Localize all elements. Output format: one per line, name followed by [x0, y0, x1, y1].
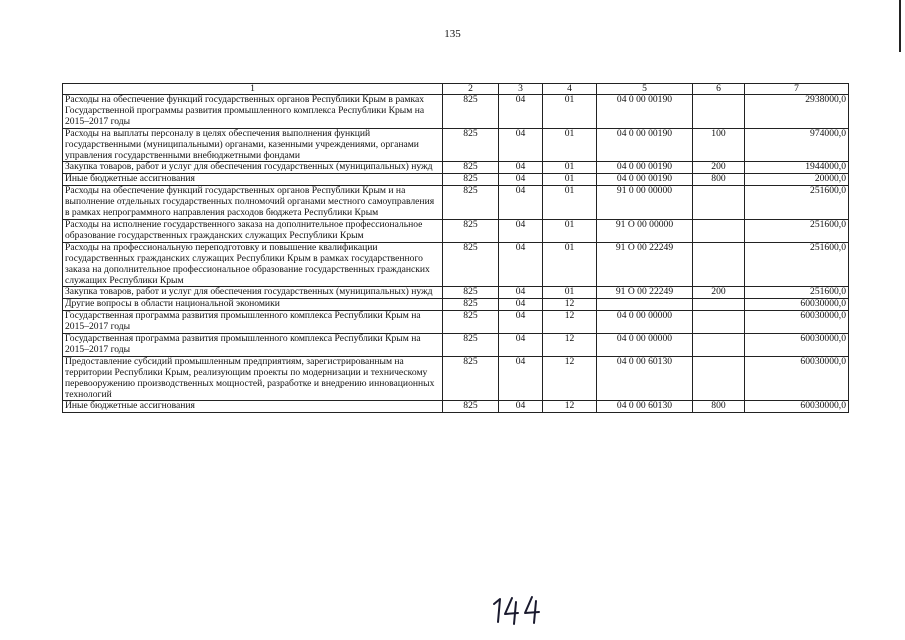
row-pr: 12 — [543, 311, 597, 334]
row-name: Расходы на обеспечение функций государственных органов Республики Крым в рамках Государственной программы развития промышленного комплекса Республики Крым на 2015–2017 годы — [63, 95, 443, 129]
row-name: Другие вопросы в области национальной экономики — [63, 299, 443, 311]
row-name: Иные бюджетные ассигнования — [63, 174, 443, 186]
row-csr: 04 0 00 00190 — [597, 174, 693, 186]
row-amount: 60030000,0 — [745, 356, 849, 401]
page-number: 135 — [444, 28, 461, 40]
row-csr: 04 0 00 60130 — [597, 401, 693, 413]
row-name: Закупка товаров, работ и услуг для обеспечения государственных (муниципальных) нужд — [63, 287, 443, 299]
row-rz: 04 — [499, 311, 543, 334]
row-grbs: 825 — [443, 299, 499, 311]
row-amount: 974000,0 — [745, 128, 849, 162]
row-name: Расходы на профессиональную переподготовку и повышение квалификации государственных гражданских служащих Республики Крым в рамках государственного заказа на дополнительное профессиональное образование государственных гражданских служащих Республики Крым — [63, 242, 443, 287]
table-row — [63, 128, 849, 162]
row-rz: 04 — [499, 401, 543, 413]
scan-edge-line — [899, 0, 901, 52]
row-csr: 04 0 00 00190 — [597, 95, 693, 129]
table-row — [63, 311, 849, 334]
row-vr: 200 — [693, 287, 745, 299]
row-csr: 91 0 00 00000 — [597, 186, 693, 220]
row-rz: 04 — [499, 186, 543, 220]
row-grbs: 825 — [443, 174, 499, 186]
row-amount: 60030000,0 — [745, 401, 849, 413]
row-rz: 04 — [499, 334, 543, 357]
row-amount: 251600,0 — [745, 287, 849, 299]
row-pr: 01 — [543, 128, 597, 162]
row-name: Государственная программа развития промышленного комплекса Республики Крым на 2015–2017 годы — [63, 311, 443, 334]
header-col-7: 7 — [745, 84, 849, 95]
row-grbs: 825 — [443, 311, 499, 334]
row-rz: 04 — [499, 356, 543, 401]
row-amount: 251600,0 — [745, 242, 849, 287]
table-row — [63, 242, 849, 287]
row-amount: 1944000,0 — [745, 162, 849, 174]
table-row — [63, 356, 849, 401]
handwritten-sheet-number — [488, 594, 548, 626]
row-pr: 01 — [543, 174, 597, 186]
row-rz: 04 — [499, 174, 543, 186]
row-vr — [693, 219, 745, 242]
row-pr: 01 — [543, 219, 597, 242]
table-row — [63, 287, 849, 299]
row-grbs: 825 — [443, 401, 499, 413]
row-pr: 01 — [543, 287, 597, 299]
row-csr: 91 О 00 22249 — [597, 242, 693, 287]
row-pr: 01 — [543, 186, 597, 220]
row-pr: 12 — [543, 401, 597, 413]
row-pr: 12 — [543, 356, 597, 401]
row-vr — [693, 299, 745, 311]
table-row — [63, 299, 849, 311]
table-row — [63, 162, 849, 174]
row-grbs: 825 — [443, 162, 499, 174]
row-rz: 04 — [499, 287, 543, 299]
row-grbs: 825 — [443, 186, 499, 220]
row-pr: 01 — [543, 242, 597, 287]
table-row — [63, 219, 849, 242]
table-row — [63, 95, 849, 129]
row-rz: 04 — [499, 242, 543, 287]
row-name: Расходы на обеспечение функций государственных органов Республики Крым и на выполнение отдельных государственных полномочий органами местного самоуправления в рамках непрограммного направления расходов бюджета Республики Крым — [63, 186, 443, 220]
row-name: Предоставление субсидий промышленным предприятиям, зарегистрированным на территории Республики Крым, реализующим проекты по модернизации и техническому перевооружению производственных мощностей, разработке и внедрению инновационных технологий — [63, 356, 443, 401]
row-pr: 12 — [543, 299, 597, 311]
row-name: Расходы на выплаты персоналу в целях обеспечения выполнения функций государственными (муниципальными) органами, казенными учреждениями, органами управления государственными внебюджетными фондами — [63, 128, 443, 162]
header-col-3: 3 — [499, 84, 543, 95]
row-vr — [693, 242, 745, 287]
table-row — [63, 174, 849, 186]
row-rz: 04 — [499, 95, 543, 129]
row-rz: 04 — [499, 162, 543, 174]
row-vr: 200 — [693, 162, 745, 174]
header-col-5: 5 — [597, 84, 693, 95]
row-amount: 60030000,0 — [745, 311, 849, 334]
row-vr — [693, 334, 745, 357]
row-vr — [693, 311, 745, 334]
row-amount: 60030000,0 — [745, 299, 849, 311]
row-pr: 01 — [543, 162, 597, 174]
row-amount: 2938000,0 — [745, 95, 849, 129]
row-csr: 04 0 00 00000 — [597, 311, 693, 334]
row-rz: 04 — [499, 219, 543, 242]
row-vr — [693, 95, 745, 129]
row-vr — [693, 186, 745, 220]
row-vr: 800 — [693, 401, 745, 413]
row-rz: 04 — [499, 299, 543, 311]
row-rz: 04 — [499, 128, 543, 162]
row-grbs: 825 — [443, 356, 499, 401]
row-vr — [693, 356, 745, 401]
header-col-2: 2 — [443, 84, 499, 95]
row-amount: 251600,0 — [745, 186, 849, 220]
header-col-4: 4 — [543, 84, 597, 95]
row-pr: 12 — [543, 334, 597, 357]
header-row — [63, 84, 849, 95]
row-amount: 20000,0 — [745, 174, 849, 186]
row-grbs: 825 — [443, 128, 499, 162]
row-amount: 251600,0 — [745, 219, 849, 242]
table-row — [63, 334, 849, 357]
header-col-6: 6 — [693, 84, 745, 95]
row-name: Иные бюджетные ассигнования — [63, 401, 443, 413]
row-grbs: 825 — [443, 242, 499, 287]
row-grbs: 825 — [443, 334, 499, 357]
row-grbs: 825 — [443, 287, 499, 299]
row-name: Расходы на исполнение государственного заказа на дополнительное профессиональное образование государственных гражданских служащих Республики Крым — [63, 219, 443, 242]
row-csr: 04 0 00 00190 — [597, 162, 693, 174]
budget-table — [62, 83, 849, 413]
row-csr: 91 О 00 00000 — [597, 219, 693, 242]
row-vr: 800 — [693, 174, 745, 186]
row-vr: 100 — [693, 128, 745, 162]
table-row — [63, 401, 849, 413]
row-pr: 01 — [543, 95, 597, 129]
row-csr: 91 О 00 22249 — [597, 287, 693, 299]
table-row — [63, 186, 849, 220]
row-amount: 60030000,0 — [745, 334, 849, 357]
row-grbs: 825 — [443, 95, 499, 129]
header-col-1: 1 — [63, 84, 443, 95]
row-name: Закупка товаров, работ и услуг для обеспечения государственных (муниципальных) нужд — [63, 162, 443, 174]
row-csr: 04 0 00 00190 — [597, 128, 693, 162]
row-name: Государственная программа развития промышленного комплекса Республики Крым на 2015–2017 годы — [63, 334, 443, 357]
row-csr — [597, 299, 693, 311]
row-csr: 04 0 00 00000 — [597, 334, 693, 357]
row-grbs: 825 — [443, 219, 499, 242]
row-csr: 04 0 00 60130 — [597, 356, 693, 401]
